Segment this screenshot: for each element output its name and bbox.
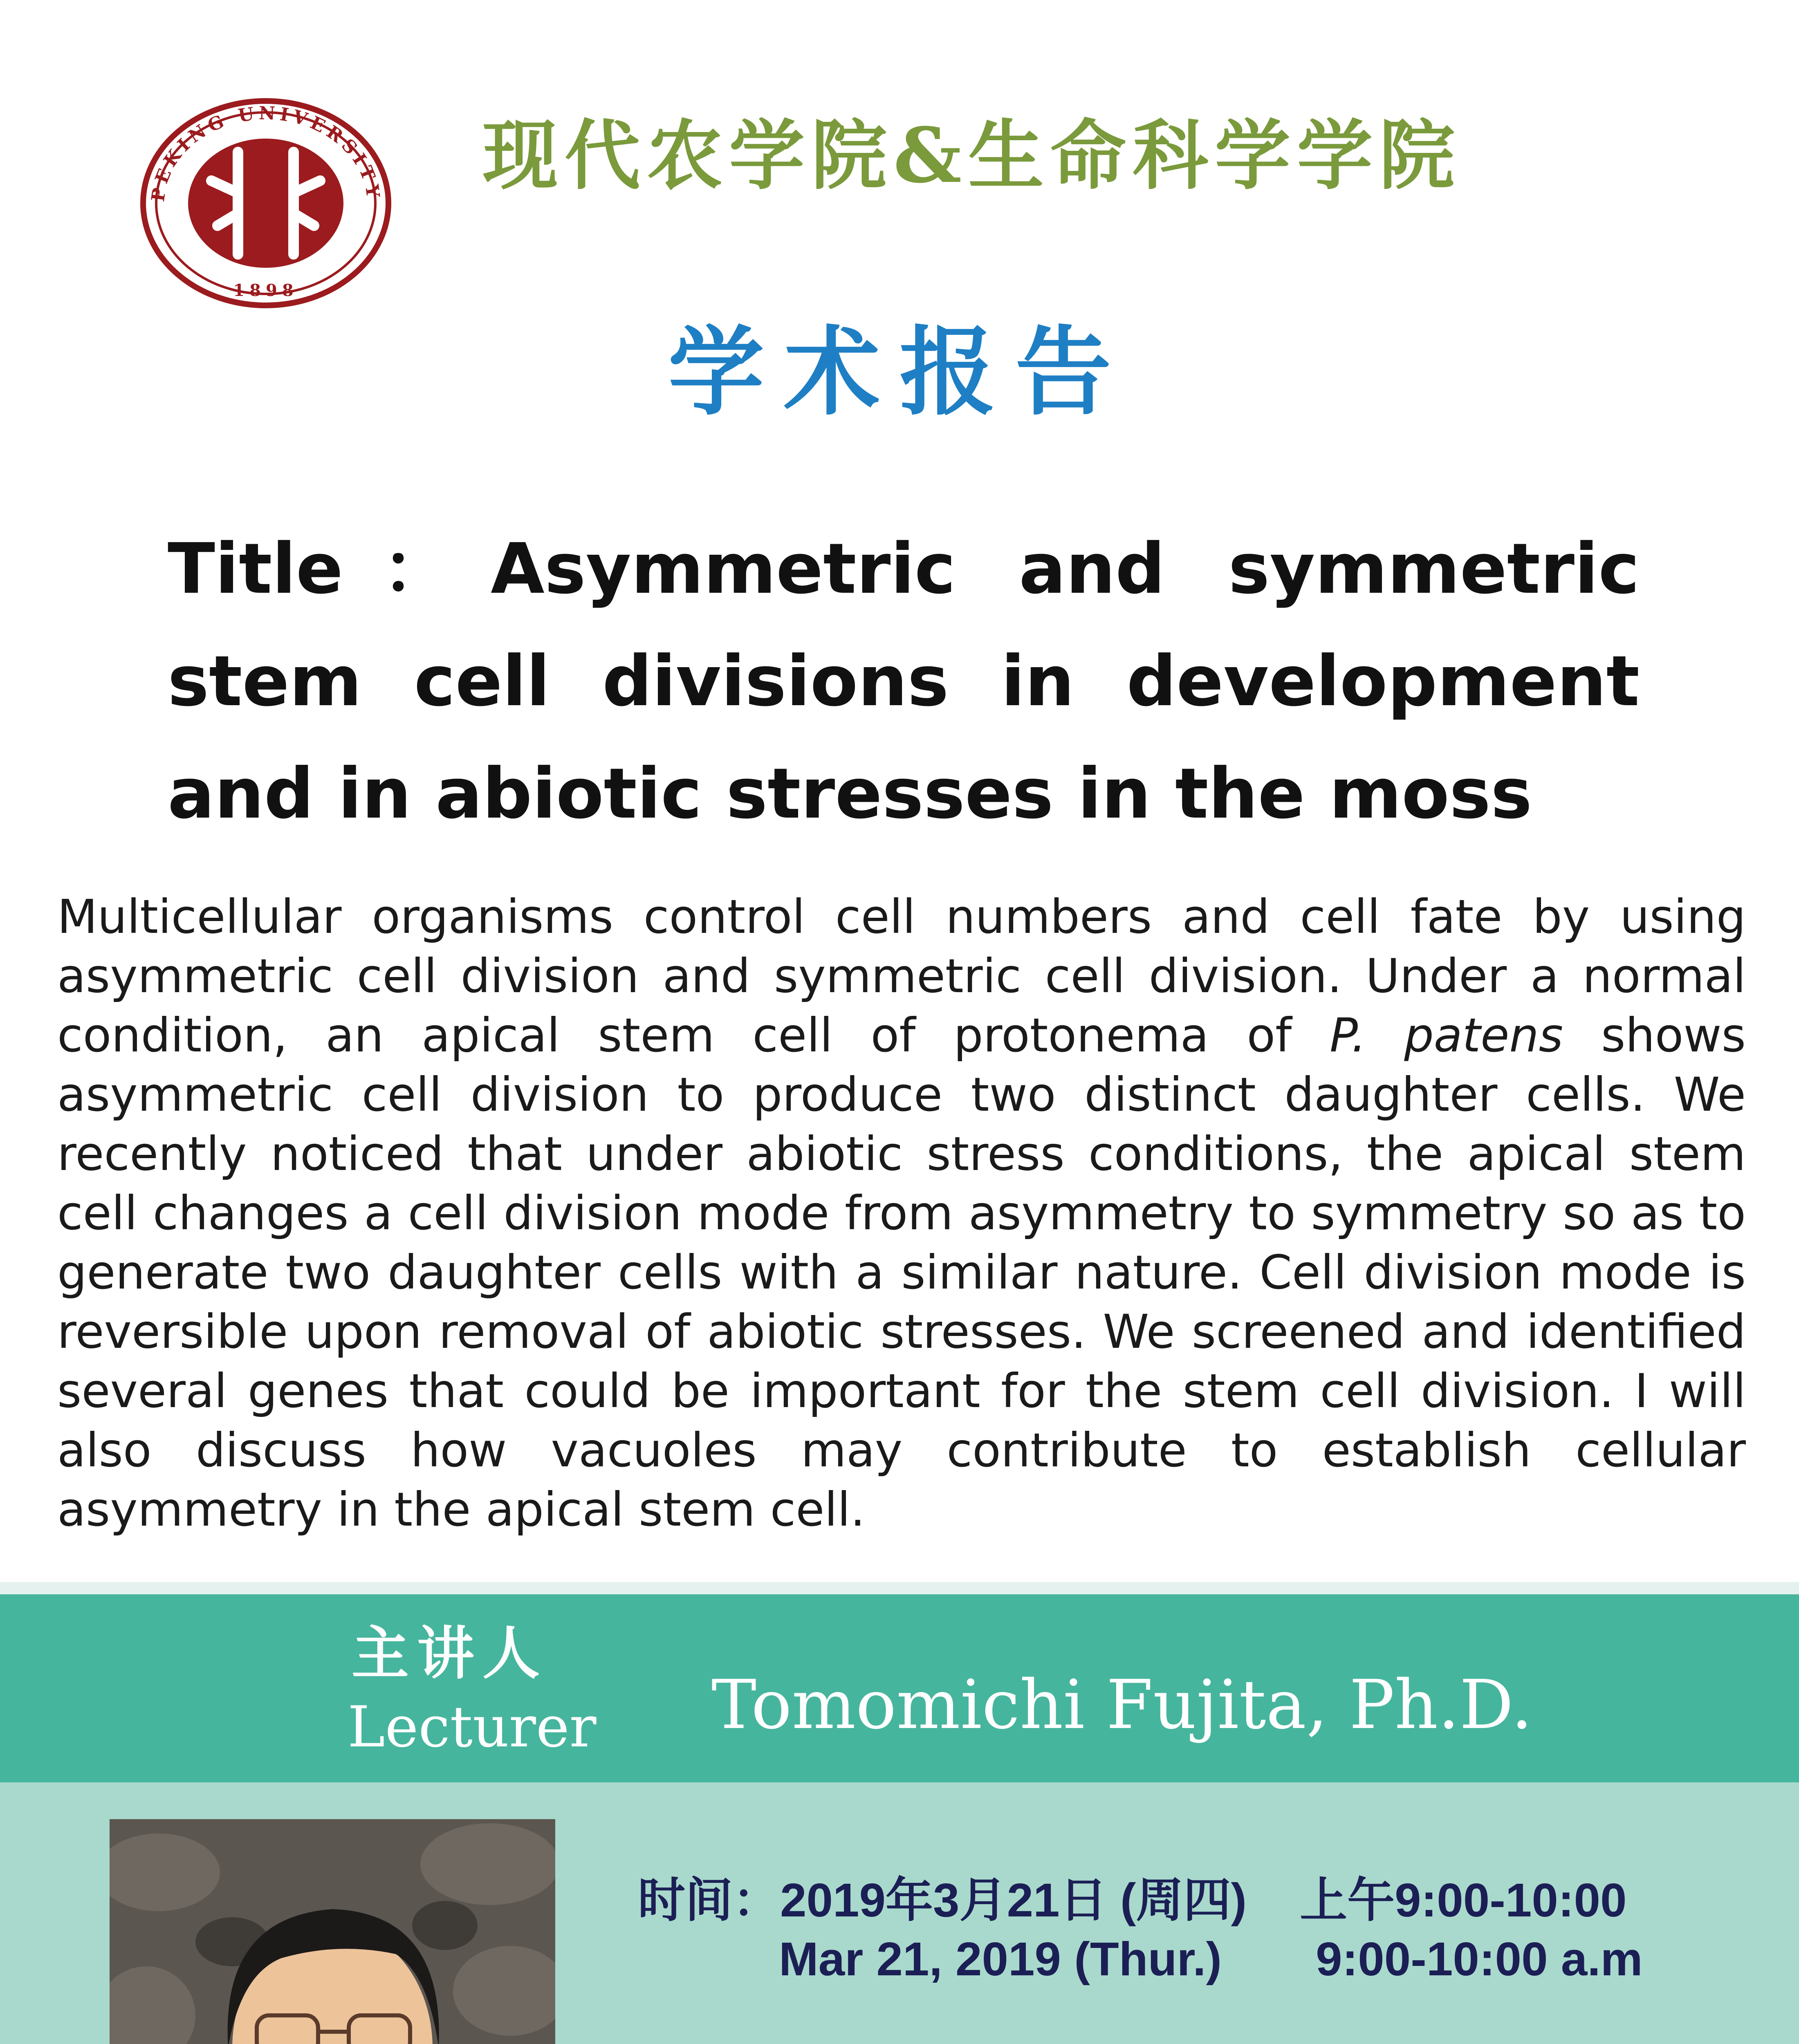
time-en bbox=[779, 1932, 1643, 1986]
time-en-date: Mar 21, 2019 (Thur.) bbox=[779, 1932, 1222, 1986]
college-title: 现代农学院&生命科学学院 bbox=[482, 111, 1462, 200]
time-cn bbox=[638, 1862, 1627, 1930]
report-title: 学术报告 bbox=[668, 316, 1131, 428]
lecturer-label-en: Lecturer bbox=[348, 1694, 597, 1760]
time-cn-date: 2019年3月21日 (周四) bbox=[780, 1874, 1247, 1927]
lecturer-photo bbox=[110, 1819, 555, 2044]
abstract-part1: Multicellular organisms control cell numbers and cell fate by using asymmetric cell division and symmetric cell division. Under a normal condition, an apical stem cell of protonema of bbox=[57, 890, 1746, 1062]
lecturer-name: Tomomichi Fujita, Ph.D. bbox=[711, 1665, 1533, 1744]
talk-title: Title：Asymmetric and symmetric stem cell divisions in development and in abiotic stresses in the moss bbox=[168, 529, 1640, 834]
logo-year: 1898 bbox=[233, 281, 298, 300]
time-en-hours: 9:00-10:00 a.m bbox=[1316, 1932, 1643, 1986]
divider bbox=[0, 1582, 1799, 1594]
time-cn-label: 时间： bbox=[638, 1874, 780, 1927]
logo-ring-text: PEKING UNIVERSITY bbox=[148, 103, 384, 203]
abstract bbox=[57, 887, 1746, 1539]
abstract-part2: shows asymmetric cell division to produce two distinct daughter cells. We recently noticed that under abiotic stress conditions, the apical stem cell changes a cell division mode from asymmetry to symmetry so as to generate two daughter cells with a similar nature. Cell division mode is reversible upon removal of abiotic stresses. We screened and identified several genes that could be important for the stem cell division. I will also discuss how vacuoles may contribute to establish cellular asymmetry in the apical stem cell. bbox=[57, 1008, 1746, 1537]
species-name: P. patens bbox=[1330, 1008, 1563, 1062]
time-cn-hours: 上午9:00-10:00 bbox=[1300, 1874, 1627, 1927]
peking-university-logo bbox=[136, 95, 396, 312]
lecturer-label-cn: 主讲人 bbox=[352, 1620, 548, 1687]
